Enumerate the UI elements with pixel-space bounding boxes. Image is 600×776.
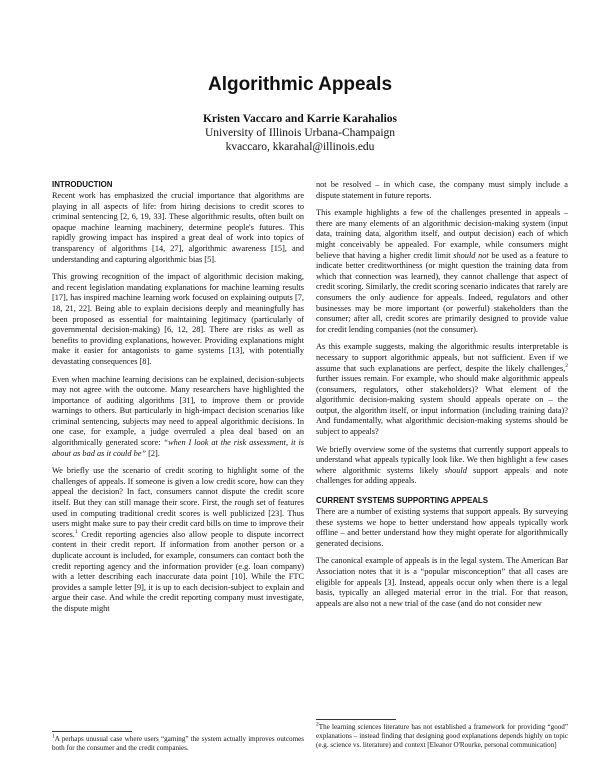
paragraph: [316, 445, 568, 487]
footnote-rule: [52, 731, 132, 732]
paragraph: Recent work has emphasized the crucial importance that algorithms are playing in all aspects of life: from hiring decisions to credit scores to criminal sentencing [2, 6, 19, 33]. These algorithmic results, often built on opaque machine learning machinery, determine people's futures. This rapidly growing impact has inspired a great deal of work into topics of transparency of algorithms [14, 27], algorithmic awareness [15], and understanding and capturing algorithmic bias [5].: [52, 191, 304, 264]
current-systems-heading: CURRENT SYSTEMS SUPPORTING APPEALS: [316, 496, 489, 506]
paragraph: [316, 342, 568, 437]
footnote-text: The learning sciences literature has not established a framework for providing “good” explanations – instead finding that designing good explanations depends highly on topic (e.g. science vs. literature) and context [Eleanor O'Rourke, personal communication]: [316, 723, 568, 749]
author-block: [0, 112, 600, 154]
paragraph-text: further issues remain. For example, who should make algorithmic appeals (consumers, regulators, other stakeholders)? What element of the algorithmic decision-making system should appeals operate on – the output, the algorithm itself, or input information (including training data)? And fundamentally, what algorithmic decision-making systems should be subject to appeals?: [316, 374, 568, 437]
paragraph-text: This example highlights a few of the challenges presented in appeals – there are many elements of an algorithmic decision-making system (input data, training data, algorithm itself, and output decision) each of which might conceivably be appealed. For example, while consumers might believe that having a higher credit limit: [316, 208, 568, 260]
paragraph: [52, 466, 304, 614]
paragraph: The canonical example of appeals is in the legal system. The American Bar Association notes that it is a “popular misconception” that all cases are eligible for appeals [3]. Instead, appeals occur only when there is a legal basis, typically an alleged material error in the trial. For that reason, appeals are also not a new trial of the case (and do not consider new: [316, 556, 568, 608]
paragraph-text: We briefly use the scenario of credit scoring to highlight some of the challenges of appeals. If someone is given a low credit score, how can they appeal the decision? In fact, consumers cannot dispute the credit score itself. But they can still manage their score. First, the rough set of features used in computing traditional credit scores is well publicized [23]. Thus users might make sure to pay their credit card bills on time to improve their scores.: [52, 466, 304, 539]
footnote-number: 2: [316, 721, 319, 728]
right-column: [316, 180, 568, 616]
footnote-text: A perhaps unusual case where users “gaming” the system actually improves outcomes both for the consumer and the credit companies.: [52, 735, 304, 752]
author-emails: kvaccaro, kkarahal@illinois.edu: [225, 141, 375, 153]
footnote-marker: 1: [74, 529, 78, 536]
footnote-rule: [316, 719, 396, 720]
paragraph: There are a number of existing systems that support appeals. By surveying these systems we hope to better understand how appeals typically work offline – and better understand how they might operate for algorithmically generated decisions.: [316, 507, 568, 548]
emphasis: should: [444, 465, 467, 475]
introduction-heading: INTRODUCTION: [52, 180, 113, 189]
footnote-1: [52, 735, 304, 753]
paragraph-text: support appeals and note challenges for adding appeals.: [316, 465, 568, 486]
paragraph-text: We briefly overview some of the systems that currently support appeals to understand what appeals typically look like. We then highlight a few cases where algorithmic systems likely: [316, 444, 568, 475]
paragraph-text: Even when machine learning decisions can be explained, decision-subjects may not agree with the outcome. Many researchers have highlighted the importance of auditing algorithms [31], to improve them or provide warnings to others. But particularly in high-impact decision scenarios like criminal sentencing, subjects may need to appeal algorithmic decisions. In one case, for example, a judge overruled a plea deal based on an algorithmically generated score:: [52, 374, 304, 448]
paragraph: [52, 375, 304, 460]
quotation: “when I look at the risk assessment, it is about as bad as it could be”: [52, 438, 305, 458]
paragraph-text: Credit reporting agencies also allow people to dispute incorrect content in their credit report. If information from another person or a duplicate account is included, for example, consumers can contact both the credit reporting agency and the information provider (e.g. loan company) with a letter describing each inaccurate data point [10]. While the FTC provides a sample letter [9], it is up to each decision-subject to explain and argue their case. And while the credit reporting company must investigate, the dispute might: [52, 529, 304, 613]
paragraph-text: As this example suggests, making the algorithmic results interpretable is necessary to support algorithmic appeals, but not sufficient. Even if we assume that such explanations are perfect, despite the likely challenges,: [316, 342, 568, 373]
author-names: Kristen Vaccaro and Karrie Karahalios: [202, 113, 397, 125]
affiliation: University of Illinois Urbana-Champaign: [204, 127, 396, 139]
paragraph: not be resolved – in which case, the company must simply include a dispute statement in future reports.: [316, 180, 568, 200]
left-column: [52, 180, 304, 622]
citation: [2].: [146, 448, 160, 458]
paragraph: This growing recognition of the impact of algorithmic decision making, and recent legislation mandating explanations for machine learning results [17], has inspired machine learning work focused on explaining outputs [7, 18, 21, 22]. Being able to explain decisions deeply and meaningfully has been proposed as essential for maintaining legitimacy (particularly of governmental decision-making) [6, 12, 28]. There are risks as well as benefits to providing explanations, however. Providing explanations might make it easier for antagonists to game systems [13], with potentially devastating consequences [8].: [52, 272, 304, 366]
footnote-number: 1: [52, 733, 55, 740]
paragraph-text: be used as a feature to indicate better creditworthiness (or might question the training data from which that connection was learned), they cannot challenge that aspect of credit scoring. Similarly, the credit scoring scenario indicates that rarely are consumers the only audience for appeals. Indeed, regulators and other businesses may be more important (or powerful) stakeholders than the consumer; after all, credit scores are primarily designed to provide value for credit lending companies (not the consumer).: [316, 250, 569, 334]
emphasis: should not: [453, 250, 489, 260]
footnote-marker: 2: [565, 362, 568, 369]
paragraph: [316, 208, 568, 335]
paper-title: Algorithmic Appeals: [207, 74, 393, 95]
footnote-2: [316, 723, 568, 750]
